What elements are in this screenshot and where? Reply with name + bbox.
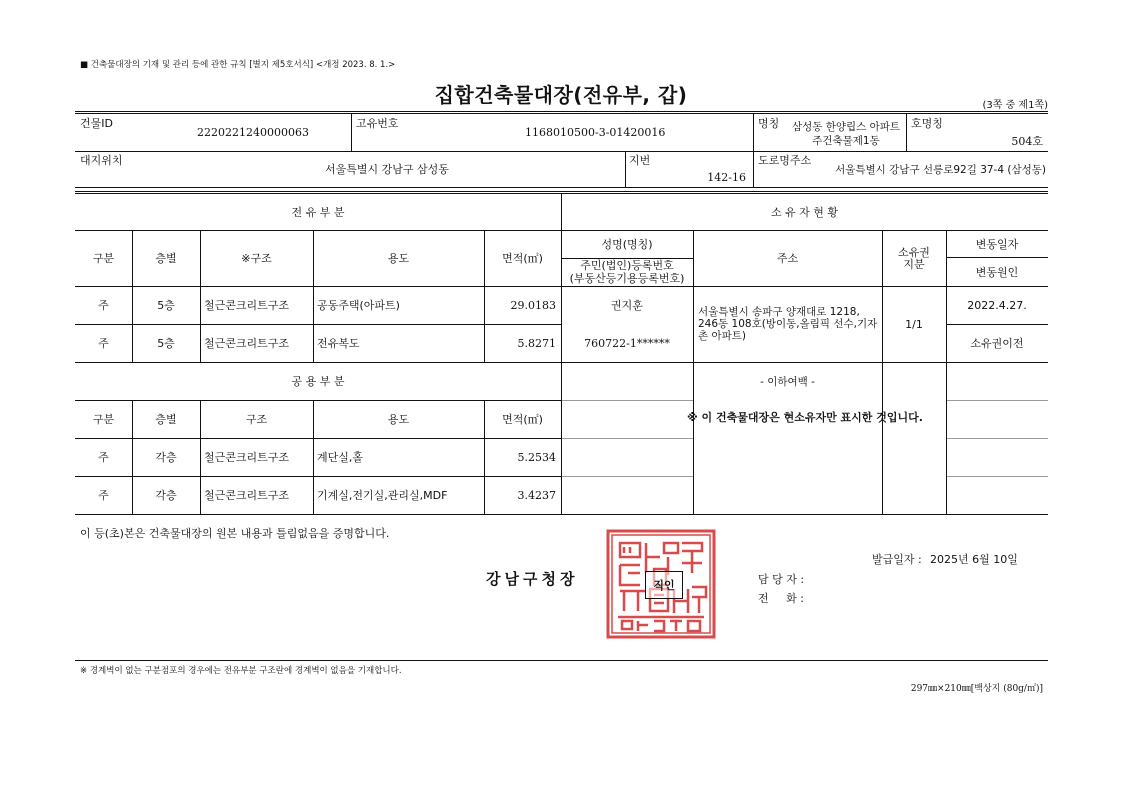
cell-div: 주 <box>98 489 109 502</box>
col-header-area: 면적(㎡) <box>502 252 543 265</box>
cell-area: 3.4237 <box>517 488 556 502</box>
building-id-value: 2220221240000063 <box>197 126 309 139</box>
cell-floor: 5층 <box>157 299 175 312</box>
owner-header-change-cause: 변동원인 <box>975 266 1019 279</box>
col-header-div: 구분 <box>92 252 115 265</box>
top-border <box>75 111 1048 114</box>
owner-header-address: 주소 <box>776 252 799 265</box>
divider <box>75 151 1048 152</box>
cell-structure: 철근콘크리트구조 <box>204 299 290 312</box>
owner-address-line2: 246동 108호(방이동,올림픽 선수,기자 <box>698 318 878 330</box>
col-header-structure: ※구조 <box>241 252 272 265</box>
certification-statement: 이 등(초)본은 건축물대장의 원본 내용과 틀림없음을 증명합니다. <box>80 527 390 540</box>
name-label: 명칭 <box>758 117 780 130</box>
divider <box>946 476 1048 477</box>
unique-no-value: 1168010500-3-01420016 <box>525 126 666 139</box>
cell-area: 29.0183 <box>510 298 556 312</box>
lot-value: 142-16 <box>707 171 746 184</box>
phone-label: 전 화 : <box>758 592 804 605</box>
cell-floor: 5층 <box>157 337 175 350</box>
divider <box>561 400 693 401</box>
exclusive-section-title: 전 유 부 분 <box>291 206 345 219</box>
road-label: 도로명주소 <box>758 154 812 167</box>
common-header-structure: 구조 <box>245 413 268 426</box>
seal-label: 직인 <box>645 571 683 599</box>
divider <box>561 476 693 477</box>
cell-div: 주 <box>98 337 109 350</box>
col-header-use: 용도 <box>387 252 410 265</box>
name-line1: 삼성동 한양립스 아파트 <box>791 121 901 133</box>
clerk-label: 담 당 자 : <box>758 573 805 586</box>
issue-date-value: 2025년 6월 10일 <box>930 553 1018 566</box>
common-section-title: 공 용 부 분 <box>291 375 345 388</box>
common-header-area: 면적(㎡) <box>502 413 543 426</box>
owner-reg-no: 760722-1****** <box>584 336 670 350</box>
current-owner-note: ※ 이 건축물대장은 현소유자만 표시한 것입니다. <box>687 411 923 424</box>
owner-section-title: 소 유 자 현 황 <box>770 206 839 219</box>
unit-value: 504호 <box>1011 135 1043 148</box>
page-title: 집합건축물대장(전유부, 갑) <box>434 83 688 107</box>
building-id-label: 건물ID <box>80 117 113 130</box>
divider <box>561 362 1048 363</box>
common-header-use: 용도 <box>387 413 410 426</box>
cell-structure: 철근콘크리트구조 <box>204 489 290 502</box>
cell-use: 공동주택(아파트) <box>317 299 400 312</box>
name-line2: 주건축물제1동 <box>812 135 880 147</box>
site-label: 대지위치 <box>80 154 123 167</box>
issuer-name: 강남구청장 <box>486 570 579 588</box>
cell-area: 5.2534 <box>517 450 556 464</box>
cell-area: 5.8271 <box>517 336 556 350</box>
owner-header-reg1: 주민(법인)등록번호 <box>580 259 674 272</box>
divider <box>946 400 1048 401</box>
lot-label: 지번 <box>629 154 651 167</box>
cell-structure: 철근콘크리트구조 <box>204 337 290 350</box>
divider <box>753 114 754 187</box>
divider <box>75 514 1048 515</box>
divider <box>882 230 883 514</box>
site-value: 서울특별시 강남구 삼성동 <box>325 163 449 176</box>
cell-floor: 각층 <box>155 489 177 502</box>
cell-div: 주 <box>98 299 109 312</box>
issue-date-label: 발급일자 : <box>872 553 922 566</box>
cell-structure: 철근콘크리트구조 <box>204 451 290 464</box>
divider <box>75 660 1048 661</box>
cell-use: 기계실,전기실,관리실,MDF <box>317 489 448 502</box>
divider <box>625 151 626 187</box>
page-info: (3쪽 중 제1쪽) <box>982 100 1048 111</box>
road-value: 서울특별시 강남구 선릉로92길 37-4 (삼성동) <box>835 164 1046 176</box>
owner-header-reg2: (부동산등기용등록번호) <box>569 272 685 285</box>
owner-change-date: 2022.4.27. <box>967 298 1027 312</box>
cell-div: 주 <box>98 451 109 464</box>
footer-note: ※ 경계벽이 없는 구분점포의 경우에는 전유부분 구조란에 경계벽이 없음을 기재합니다. <box>80 666 402 676</box>
unit-label: 호명칭 <box>911 117 943 130</box>
regulation-note: ■ 건축물대장의 기재 및 관리 등에 관한 규칙 [별지 제5호서식] <개정 2023. 8. 1.> <box>80 60 396 70</box>
common-header-floor: 층별 <box>155 413 177 426</box>
owner-address-line1: 서울특별시 송파구 양재대로 1218, <box>698 306 860 318</box>
common-header-div: 구분 <box>92 413 115 426</box>
owner-header-name: 성명(명칭) <box>601 238 653 251</box>
cell-use: 전유복도 <box>317 337 360 350</box>
divider <box>75 187 1048 188</box>
cell-floor: 각층 <box>155 451 177 464</box>
owner-change-cause: 소유권이전 <box>970 337 1024 350</box>
owner-header-change-date: 변동일자 <box>975 237 1019 251</box>
blank-below-note: - 이하여백 - <box>760 375 815 388</box>
unique-no-label: 고유번호 <box>356 117 399 130</box>
owner-header-share1: 소유권 <box>898 246 930 259</box>
owner-share: 1/1 <box>905 317 923 331</box>
cell-use: 계단실,홀 <box>317 451 364 464</box>
owner-header-share2: 지분 <box>903 258 925 271</box>
owner-address-line3: 촌 아파트) <box>698 330 747 342</box>
divider <box>906 114 907 151</box>
paper-spec: 297㎜×210㎜[백상지 (80g/㎡)] <box>910 684 1043 694</box>
divider <box>561 438 693 439</box>
divider <box>946 438 1048 439</box>
owner-name: 권지훈 <box>611 299 643 312</box>
divider <box>351 114 352 151</box>
col-header-floor: 층별 <box>155 252 177 265</box>
